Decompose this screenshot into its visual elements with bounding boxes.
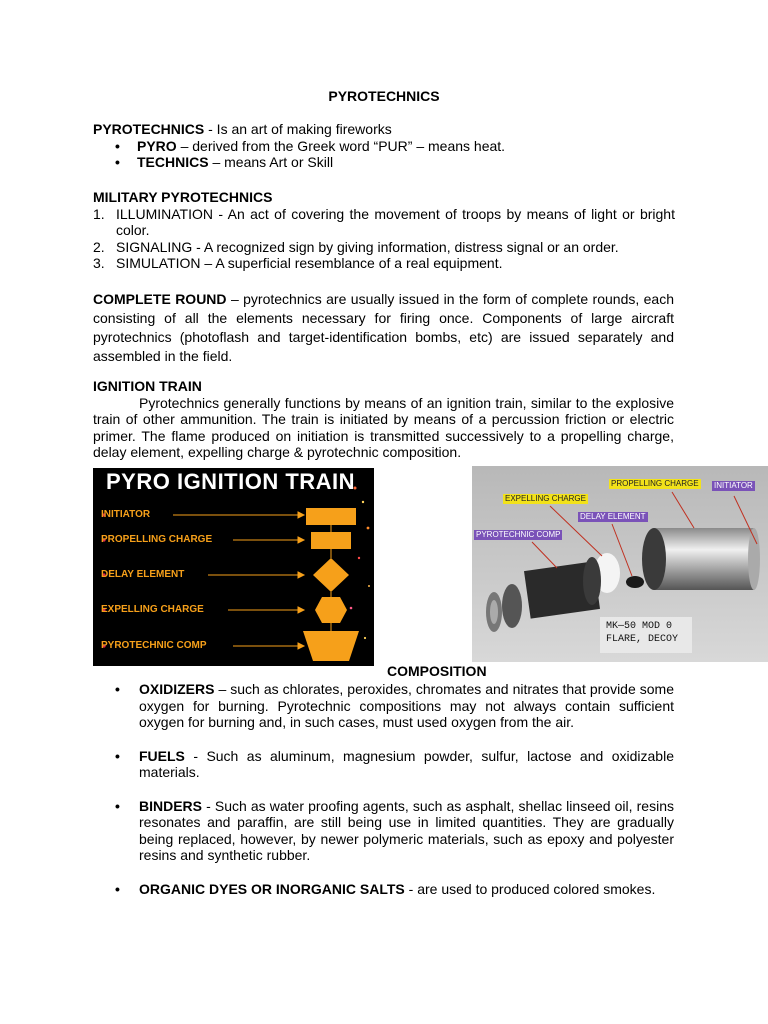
tag-delay-element: DELAY ELEMENT xyxy=(580,512,646,521)
list-item: 1. ILLUMINATION - An act of covering the movement of troops by means of light or bright color. xyxy=(93,205,675,238)
propelling-charge-shape xyxy=(311,532,351,549)
list-item: • TECHNICS – means Art or Skill xyxy=(115,154,675,171)
complete-round-paragraph: COMPLETE ROUND – pyrotechnics are usually issued in the form of complete rounds, each consisting of all the elements necessary for firing once. Components of large aircraft pyrotechnics (photoflash and target-identification bombs, etc) are issued separately and assembled in the field. xyxy=(93,291,675,364)
ignition-train-figure xyxy=(93,468,374,666)
tag-pyrotechnic-comp: PYROTECHNIC COMP xyxy=(476,530,561,539)
delay-element-shape xyxy=(313,558,349,592)
label-arrows xyxy=(173,512,331,649)
composition-items xyxy=(115,681,674,897)
ignition-train-section xyxy=(93,378,674,461)
plate-line-1: MK—50 MOD 0 xyxy=(606,621,673,632)
intro-definition xyxy=(93,121,675,138)
military-list xyxy=(93,206,675,272)
intro-section xyxy=(93,121,675,171)
list-item: • FUELS - Such as aluminum, magnesium powder, sulfur, lactose and oxidizable materials. xyxy=(115,748,674,781)
pyrotechnic-comp-shape xyxy=(303,631,359,661)
label-propelling-charge: PROPELLING CHARGE xyxy=(101,534,213,545)
label-delay-element: DELAY ELEMENT xyxy=(101,569,185,580)
initiator-shape xyxy=(306,508,356,525)
figure-title: PYRO IGNITION TRAIN xyxy=(106,469,356,494)
plate-line-2: FLARE, DECOY xyxy=(606,634,679,645)
label-initiator: INITIATOR xyxy=(101,509,151,520)
tag-initiator: INITIATOR xyxy=(714,481,753,490)
tag-propelling-charge: PROPELLING CHARGE xyxy=(611,479,699,488)
flare-case xyxy=(654,528,754,590)
list-item: • BINDERS - Such as water proofing agents, such as asphalt, shellac linseed oil, resins resonates and paraffin, are still being use in limited quantities. They are gradually being replaced, however, by newer polymeric materials, such as epoxy and polyester resins and synthetic rubber. xyxy=(115,798,674,864)
list-item: 2. SIGNALING - A recognized sign by giving information, distress signal or an order. xyxy=(93,238,619,255)
label-plate xyxy=(600,617,692,653)
list-item: • ORGANIC DYES OR INORGANIC SALTS - are used to produced colored smokes. xyxy=(115,881,674,898)
intro-bullets xyxy=(115,138,675,171)
list-item: 3. SIMULATION – A superficial resemblance of a real equipment. xyxy=(93,255,503,271)
delay-element-part xyxy=(626,576,644,588)
label-pyrotechnic-comp: PYROTECHNIC COMP xyxy=(101,640,207,651)
list-item: • OXIDIZERS – such as chlorates, peroxides, chromates and nitrates that provide some oxygen for burning. Pyrotechnic compositions may not always contain sufficient oxygen for burning and, in such cases, must used oxygen from the air. xyxy=(115,681,674,731)
flare-photo xyxy=(472,466,768,662)
page-title: PYROTECHNICS xyxy=(328,88,440,104)
expelling-charge-shape xyxy=(315,597,347,623)
intro-def: - Is an art of making fireworks xyxy=(204,121,392,137)
composition-heading: COMPOSITION xyxy=(387,663,487,679)
list-item: • PYRO – derived from the Greek word “PUR” – means heat. xyxy=(115,138,675,155)
ignition-train-heading: IGNITION TRAIN xyxy=(93,378,202,394)
military-section xyxy=(93,189,675,272)
end-cap xyxy=(502,584,522,628)
composition-list xyxy=(115,681,674,897)
ignition-train-paragraph: Pyrotechnics generally functions by means of an ignition train, similar to the explosive train of other ammunition. The train is initiated by means of a percussion friction or electric primer. The flame produced on initiation is transmitted successively to a propelling charge, delay element, expelling charge & pyrotechnic composition. xyxy=(93,394,674,460)
tag-expelling-charge: EXPELLING CHARGE xyxy=(505,494,586,503)
military-heading: MILITARY PYROTECHNICS xyxy=(93,189,273,205)
label-expelling-charge: EXPELLING CHARGE xyxy=(101,604,204,615)
ignition-train-diagram xyxy=(93,468,374,666)
intro-term: PYROTECHNICS xyxy=(93,121,205,137)
